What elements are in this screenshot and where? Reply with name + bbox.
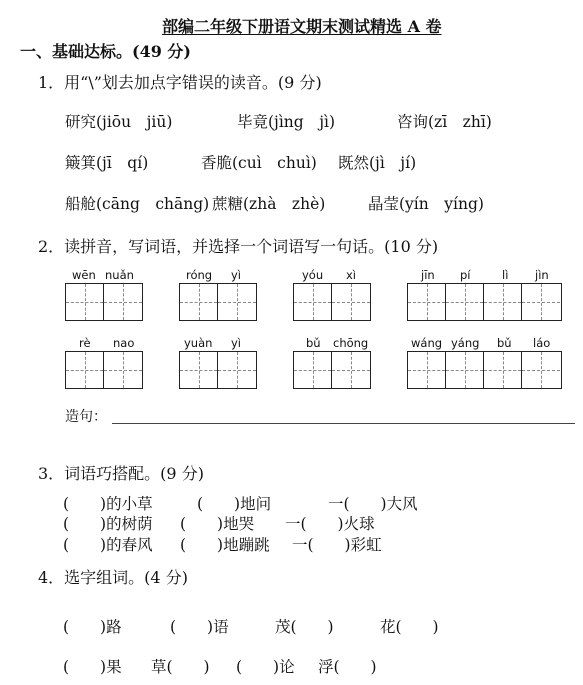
grid-cell[interactable] xyxy=(484,352,522,388)
grid-cell[interactable] xyxy=(408,352,446,388)
q3-item: ( )地哭 xyxy=(180,515,255,533)
q3-item: 一( )彩虹 xyxy=(292,536,382,554)
pinyin: wēn xyxy=(72,268,96,282)
q4-heading: 4．选字组词。(4 分) xyxy=(38,568,188,587)
q1-item: 既然(jì jí) xyxy=(338,154,417,172)
q4-item: 浮( ) xyxy=(318,658,377,676)
writing-grid[interactable] xyxy=(65,283,143,321)
grid-cell[interactable] xyxy=(522,352,560,388)
writing-grid[interactable] xyxy=(407,351,562,389)
grid-cell[interactable] xyxy=(66,284,104,320)
grid-cell[interactable] xyxy=(218,352,256,388)
writing-grid[interactable] xyxy=(65,351,143,389)
pinyin: yì xyxy=(231,336,242,350)
q1-item: 蔗糖(zhà zhè) xyxy=(212,195,326,213)
q4-item: ( )语 xyxy=(170,618,229,636)
grid-cell[interactable] xyxy=(446,352,484,388)
writing-grid[interactable] xyxy=(179,283,257,321)
q1-item: 晶莹(yín yíng) xyxy=(368,195,484,213)
q3-item: ( )的小草 xyxy=(63,495,153,513)
q4-item: 草( ) xyxy=(151,658,210,676)
grid-cell[interactable] xyxy=(294,284,332,320)
pinyin: chōng xyxy=(333,336,369,350)
pinyin: rè xyxy=(79,336,91,350)
q1-item: 研究(jiōu jiū) xyxy=(65,113,173,131)
q1-item: 咨询(zī zhī) xyxy=(397,113,492,131)
grid-cell[interactable] xyxy=(104,284,142,320)
grid-cell[interactable] xyxy=(332,284,370,320)
pinyin: róng xyxy=(186,268,213,282)
sentence-answer-line[interactable] xyxy=(112,423,575,424)
q3-item: ( )地问 xyxy=(197,495,272,513)
q3-item: ( )的春风 xyxy=(63,536,153,554)
q3-item: 一( )大风 xyxy=(328,495,418,513)
pinyin: xì xyxy=(346,268,357,282)
grid-cell[interactable] xyxy=(294,352,332,388)
grid-cell[interactable] xyxy=(218,284,256,320)
q4-item: ( )路 xyxy=(63,618,122,636)
grid-cell[interactable] xyxy=(180,284,218,320)
writing-grid[interactable] xyxy=(407,283,562,321)
pinyin: pí xyxy=(460,268,471,282)
grid-cell[interactable] xyxy=(332,352,370,388)
pinyin: láo xyxy=(533,336,551,350)
q1-item: 簸箕(jī qí) xyxy=(65,154,149,172)
pinyin: wáng xyxy=(411,336,443,350)
section-heading: 一、基础达标。(49 分) xyxy=(20,42,191,61)
page-title: 部编二年级下册语文期末测试精选 A 卷 xyxy=(162,17,442,36)
pinyin: bǔ xyxy=(497,336,512,350)
pinyin: nao xyxy=(113,336,135,350)
q4-item: 花( ) xyxy=(380,618,439,636)
grid-cell[interactable] xyxy=(408,284,446,320)
pinyin: nuǎn xyxy=(105,268,134,282)
grid-cell[interactable] xyxy=(180,352,218,388)
pinyin: jìn xyxy=(535,268,549,282)
q1-heading: 1．用“\”划去加点字错误的读音。(9 分) xyxy=(38,73,322,92)
q4-item: ( )论 xyxy=(236,658,295,676)
pinyin: yuàn xyxy=(184,336,213,350)
q3-item: 一( )火球 xyxy=(285,515,375,533)
pinyin: yóu xyxy=(302,268,324,282)
grid-cell[interactable] xyxy=(522,284,560,320)
pinyin: bǔ xyxy=(306,336,321,350)
grid-cell[interactable] xyxy=(66,352,104,388)
q1-item: 毕竟(jìng jì) xyxy=(237,113,336,131)
q3-item: ( )地蹦跳 xyxy=(180,536,270,554)
grid-cell[interactable] xyxy=(484,284,522,320)
writing-grid[interactable] xyxy=(293,351,371,389)
q4-item: ( )果 xyxy=(63,658,122,676)
pinyin: jīn xyxy=(421,268,435,282)
grid-cell[interactable] xyxy=(446,284,484,320)
pinyin: yáng xyxy=(451,336,480,350)
q3-heading: 3．词语巧搭配。(9 分) xyxy=(38,464,204,483)
q2-heading: 2．读拼音，写词语，并选择一个词语写一句话。(10 分) xyxy=(38,237,439,256)
q4-item: 茂( ) xyxy=(275,618,334,636)
writing-grid[interactable] xyxy=(179,351,257,389)
q3-item: ( )的树荫 xyxy=(63,515,153,533)
q1-item: 船舱(cāng chāng) xyxy=(65,195,210,213)
q1-item: 香脆(cuì chuì) xyxy=(201,154,317,172)
grid-cell[interactable] xyxy=(104,352,142,388)
writing-grid[interactable] xyxy=(293,283,371,321)
sentence-label: 造句： xyxy=(65,409,107,425)
pinyin: yì xyxy=(231,268,242,282)
pinyin: lì xyxy=(502,268,509,282)
